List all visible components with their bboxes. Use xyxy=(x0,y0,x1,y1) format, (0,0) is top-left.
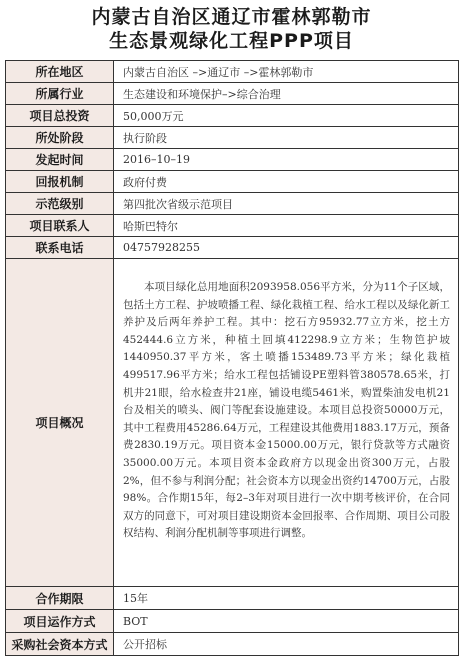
row-label-procurement: 采购社会资本方式 xyxy=(6,633,114,655)
row-value-phone: 04757928255 xyxy=(114,237,459,258)
row-value-operation-mode: BOT xyxy=(114,610,459,632)
row-value-overview xyxy=(114,259,459,586)
table-row xyxy=(6,215,459,237)
table-row xyxy=(6,193,459,215)
row-label-phone: 联系电话 xyxy=(6,237,114,258)
table-row xyxy=(6,237,459,259)
table-row xyxy=(6,61,459,83)
title-line-1: 内蒙古自治区通辽市霍林郭勒市 xyxy=(91,6,372,28)
row-value-start-date: 2016–10–19 xyxy=(114,149,459,170)
row-label-stage: 所处阶段 xyxy=(6,127,114,148)
table-row xyxy=(6,610,459,633)
row-label-total-investment: 项目总投资 xyxy=(6,105,114,126)
table-row xyxy=(6,149,459,171)
table-row xyxy=(6,171,459,193)
row-label-industry: 所属行业 xyxy=(6,83,114,104)
row-label-demo-level: 示范级别 xyxy=(6,193,114,214)
row-label-start-date: 发起时间 xyxy=(6,149,114,170)
row-value-total-investment: 50,000万元 xyxy=(114,105,459,126)
row-value-procurement: 公开招标 xyxy=(114,633,459,655)
row-value-industry: 生态建设和环境保护–>综合治理 xyxy=(114,83,459,104)
row-label-term: 合作期限 xyxy=(6,587,114,609)
row-value-return-mechanism: 政府付费 xyxy=(114,171,459,192)
table-row xyxy=(6,127,459,149)
title-line-2: 生态景观绿化工程PPP项目 xyxy=(109,30,354,52)
table-row xyxy=(6,83,459,105)
row-value-stage: 执行阶段 xyxy=(114,127,459,148)
row-value-demo-level: 第四批次省级示范项目 xyxy=(114,193,459,214)
table-row xyxy=(6,259,459,587)
row-value-region: 内蒙古自治区 –>通辽市 –>霍林郭勒市 xyxy=(114,61,459,82)
row-label-overview: 项目概况 xyxy=(6,259,114,586)
row-value-term: 15年 xyxy=(114,587,459,609)
row-value-contact: 哈斯巴特尔 xyxy=(114,215,459,236)
document-title xyxy=(0,0,463,58)
row-label-return-mechanism: 回报机制 xyxy=(6,171,114,192)
table-row xyxy=(6,587,459,610)
table-row xyxy=(6,633,459,656)
row-label-operation-mode: 项目运作方式 xyxy=(6,610,114,632)
project-info-table xyxy=(5,60,459,656)
table-row xyxy=(6,105,459,127)
row-label-contact: 项目联系人 xyxy=(6,215,114,236)
overview-paragraph: 本项目绿化总用地面积2093958.056平方米，分为11个子区域，包括土方工程、护坡喷播工程、绿化栽植工程、给水工程以及绿化新工养护及后两年养护工程。其中：挖石方95932.77立方米，挖土方452444.6立方米，种植土回填412298.9立方米；生物笆护坡1440950.37平方米，客土喷播153489.73平方米；绿化栽植499517.96平方米；给水工程包括铺设PE塑料管380578.65米，打机井21眼，给水检查井21座，铺设电缆5461米，购置柴油发电机21台及相关的喷头、阀门等配套设施建设。本项目总投资50000万元，其中工程费用45286.64万元，工程建设其他费用1883.17万元，预备费2830.19万元。项目资本金15000.00万元，银行贷款等方式融资35000.00万元。本项目资本金政府方以现金出资300万元，占股2%，但不参与利润分配；社会资本方以现金出资约14700万元，占股98%。合作期15年，每2–3年对项目进行一次中期考核评价，在合同双方的同意下，可对项目建设期资本金回报率、合作周期、项目公司股权结构、利润分配机制等事项进行调整。 xyxy=(123,281,450,540)
row-label-region: 所在地区 xyxy=(6,61,114,82)
